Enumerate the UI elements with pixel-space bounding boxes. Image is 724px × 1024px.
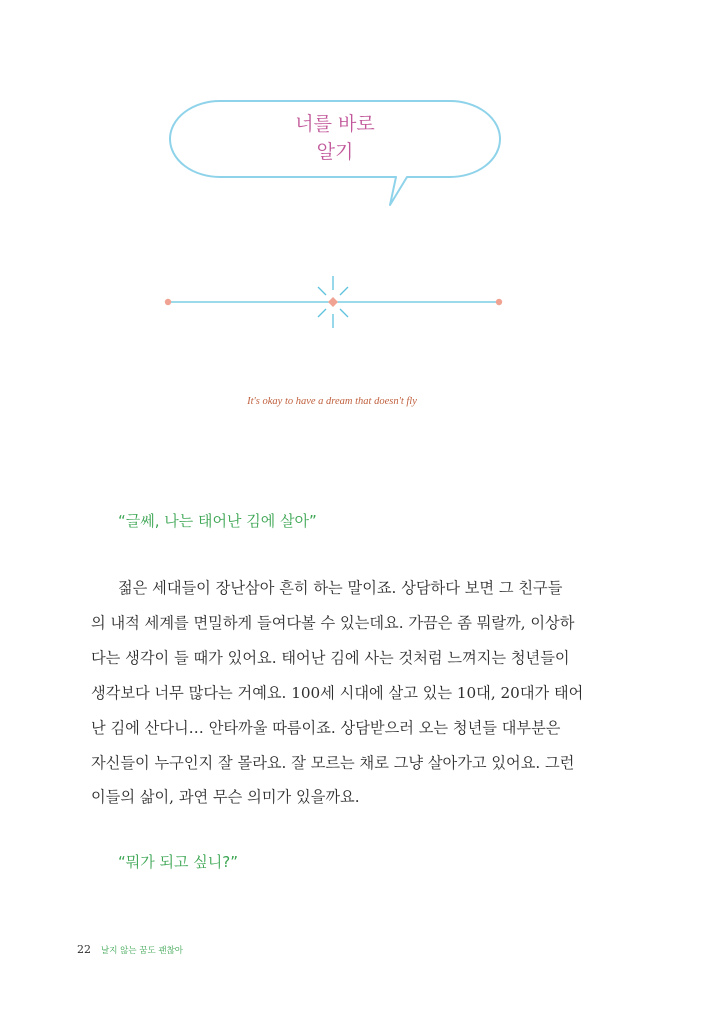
chapter-title-line-1: 너를 바로 (295, 113, 375, 135)
page-footer (77, 943, 183, 956)
body-line: 생각보다 너무 많다는 거예요. 100세 시대에 살고 있는 10대, 20대가 태어 (91, 683, 584, 702)
english-subtitle: It's okay to have a dream that doesn't fly (247, 396, 417, 407)
divider-ornament (160, 270, 510, 335)
body-line: 이들의 삶이, 과연 무슨 의미가 있을까요. (91, 788, 360, 807)
quote-heading: “글쎄, 나는 태어난 김에 살아” (118, 512, 317, 530)
body-line: 자신들이 누구인지 잘 몰라요. 잘 모르는 채로 그냥 살아가고 있어요. 그런 (91, 753, 575, 772)
chapter-title-line-2: 알기 (316, 141, 354, 163)
body-line: 의 내적 세계를 면밀하게 들여다볼 수 있는데요. 가끔은 좀 뭐랄까, 이상하 (91, 613, 575, 632)
chapter-title (170, 110, 500, 166)
page-number: 22 (77, 943, 91, 956)
quote-heading: “뭐가 되고 싶니?” (118, 853, 238, 871)
body-paragraph (91, 571, 584, 815)
body-line: 난 김에 산다니… 안타까울 따름이죠. 상담받으러 오는 청년들 대부분은 (91, 718, 561, 737)
book-title: 날지 않는 꿈도 괜찮아 (101, 946, 184, 956)
body-line: 젊은 세대들이 장난삼아 흔히 하는 말이죠. 상담하다 보면 그 친구들 (118, 579, 563, 597)
body-line: 다는 생각이 들 때가 있어요. 태어난 김에 사는 것처럼 느껴지는 청년들이 (91, 648, 570, 667)
